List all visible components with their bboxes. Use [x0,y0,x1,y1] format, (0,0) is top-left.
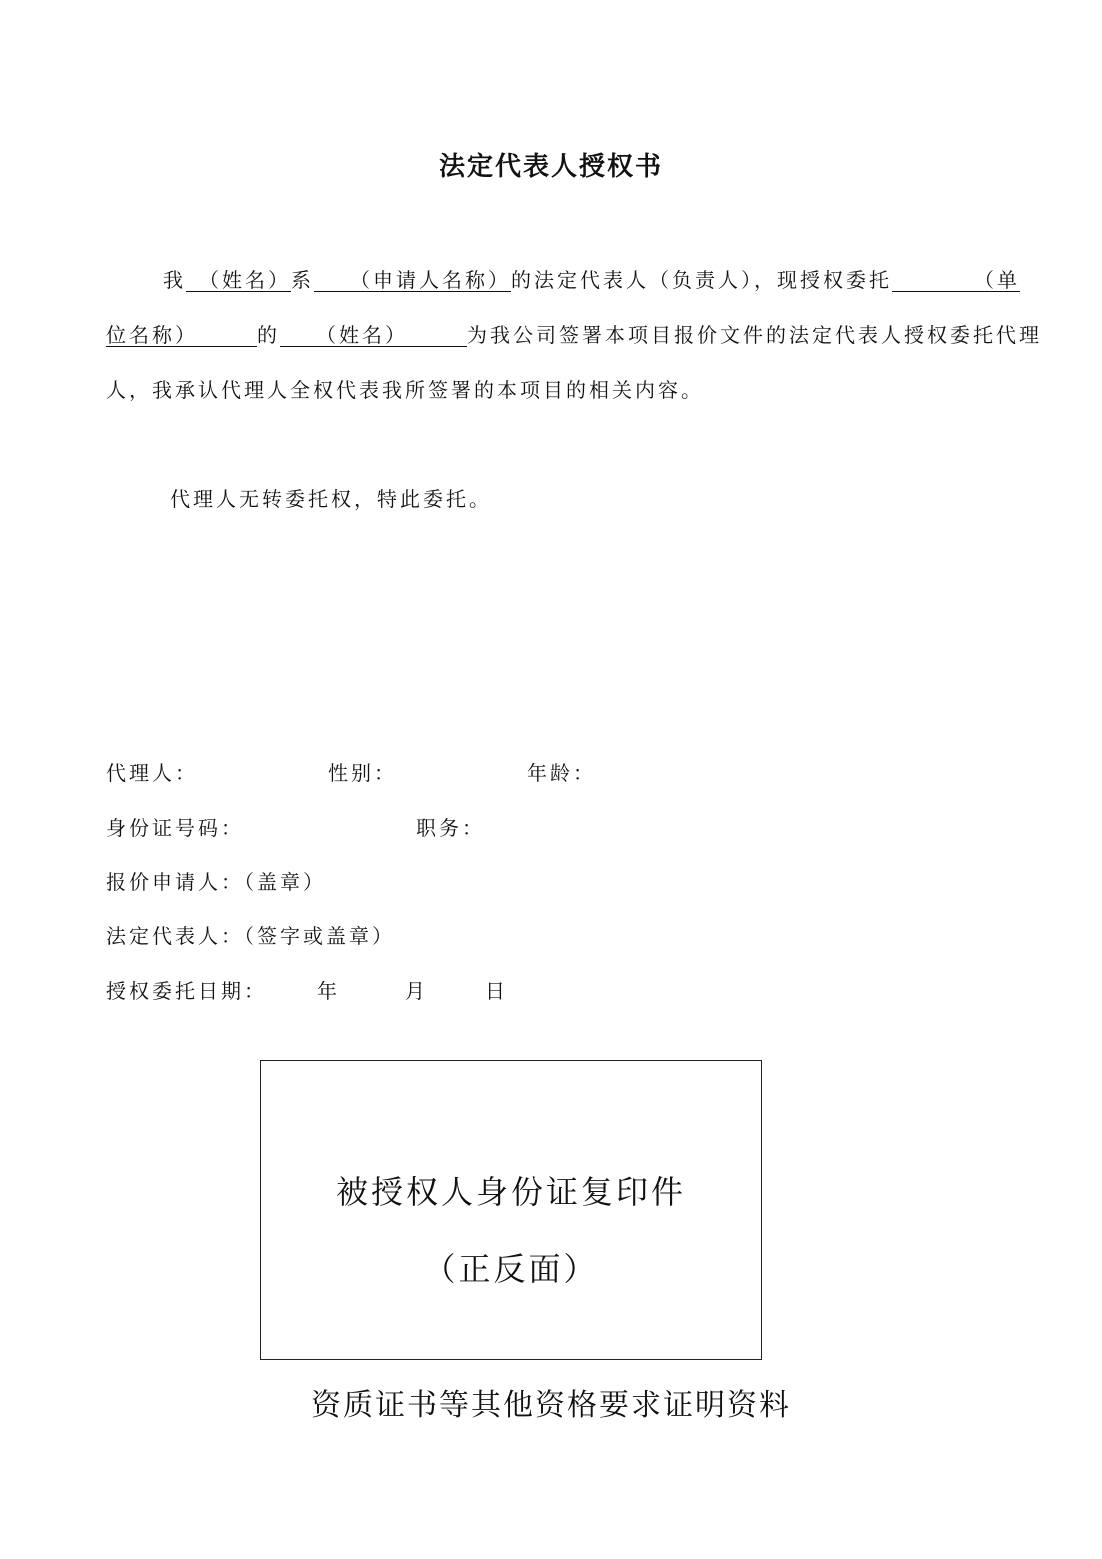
blank-unit-name-cont: 位名称） [106,323,257,347]
paragraph-line-2 [106,319,1042,348]
paragraph-2: 代理人无转委托权，特此委托。 [170,487,492,511]
id-copy-title: 被授权人身份证复印件 [335,1173,686,1211]
date-day: 日 [485,979,508,1003]
id-copy-box [260,1060,762,1360]
text-segment: 我 [163,268,186,292]
blank-unit-name: （单 [892,268,1020,292]
blank-name-1: （姓名） [186,268,291,292]
text-segment: 的 [257,323,280,347]
position-label: 职务： [416,816,485,840]
id-number-label: 身份证号码： [106,816,244,840]
text-segment: 为我公司签署本项目报价文件的法定代表人授权委托代理 [467,323,1042,347]
agent-label: 代理人： [106,761,198,785]
legal-rep-sign-label: 法定代表人：（签字或盖章） [106,924,395,948]
date-year: 年 [317,979,340,1003]
qualification-heading: 资质证书等其他资格要求证明资料 [311,1388,791,1423]
gender-label: 性别： [328,761,397,785]
paragraph-line-3: 人，我承认代理人全权代表我所签署的本项目的相关内容。 [106,378,704,402]
text-segment: 的法定代表人（负责人），现授权委托 [511,268,892,292]
age-label: 年龄： [527,761,596,785]
blank-name-2: （姓名） [280,323,467,347]
document-title: 法定代表人授权书 [438,152,663,182]
date-label: 授权委托日期： [106,979,267,1003]
paragraph-line-1 [163,264,1020,293]
id-copy-subtitle: （正反面） [423,1250,599,1288]
applicant-seal-label: 报价申请人：（盖章） [106,870,326,894]
date-month: 月 [405,979,428,1003]
blank-applicant-name: （申请人名称） [314,268,511,292]
text-segment: 系 [291,268,314,292]
